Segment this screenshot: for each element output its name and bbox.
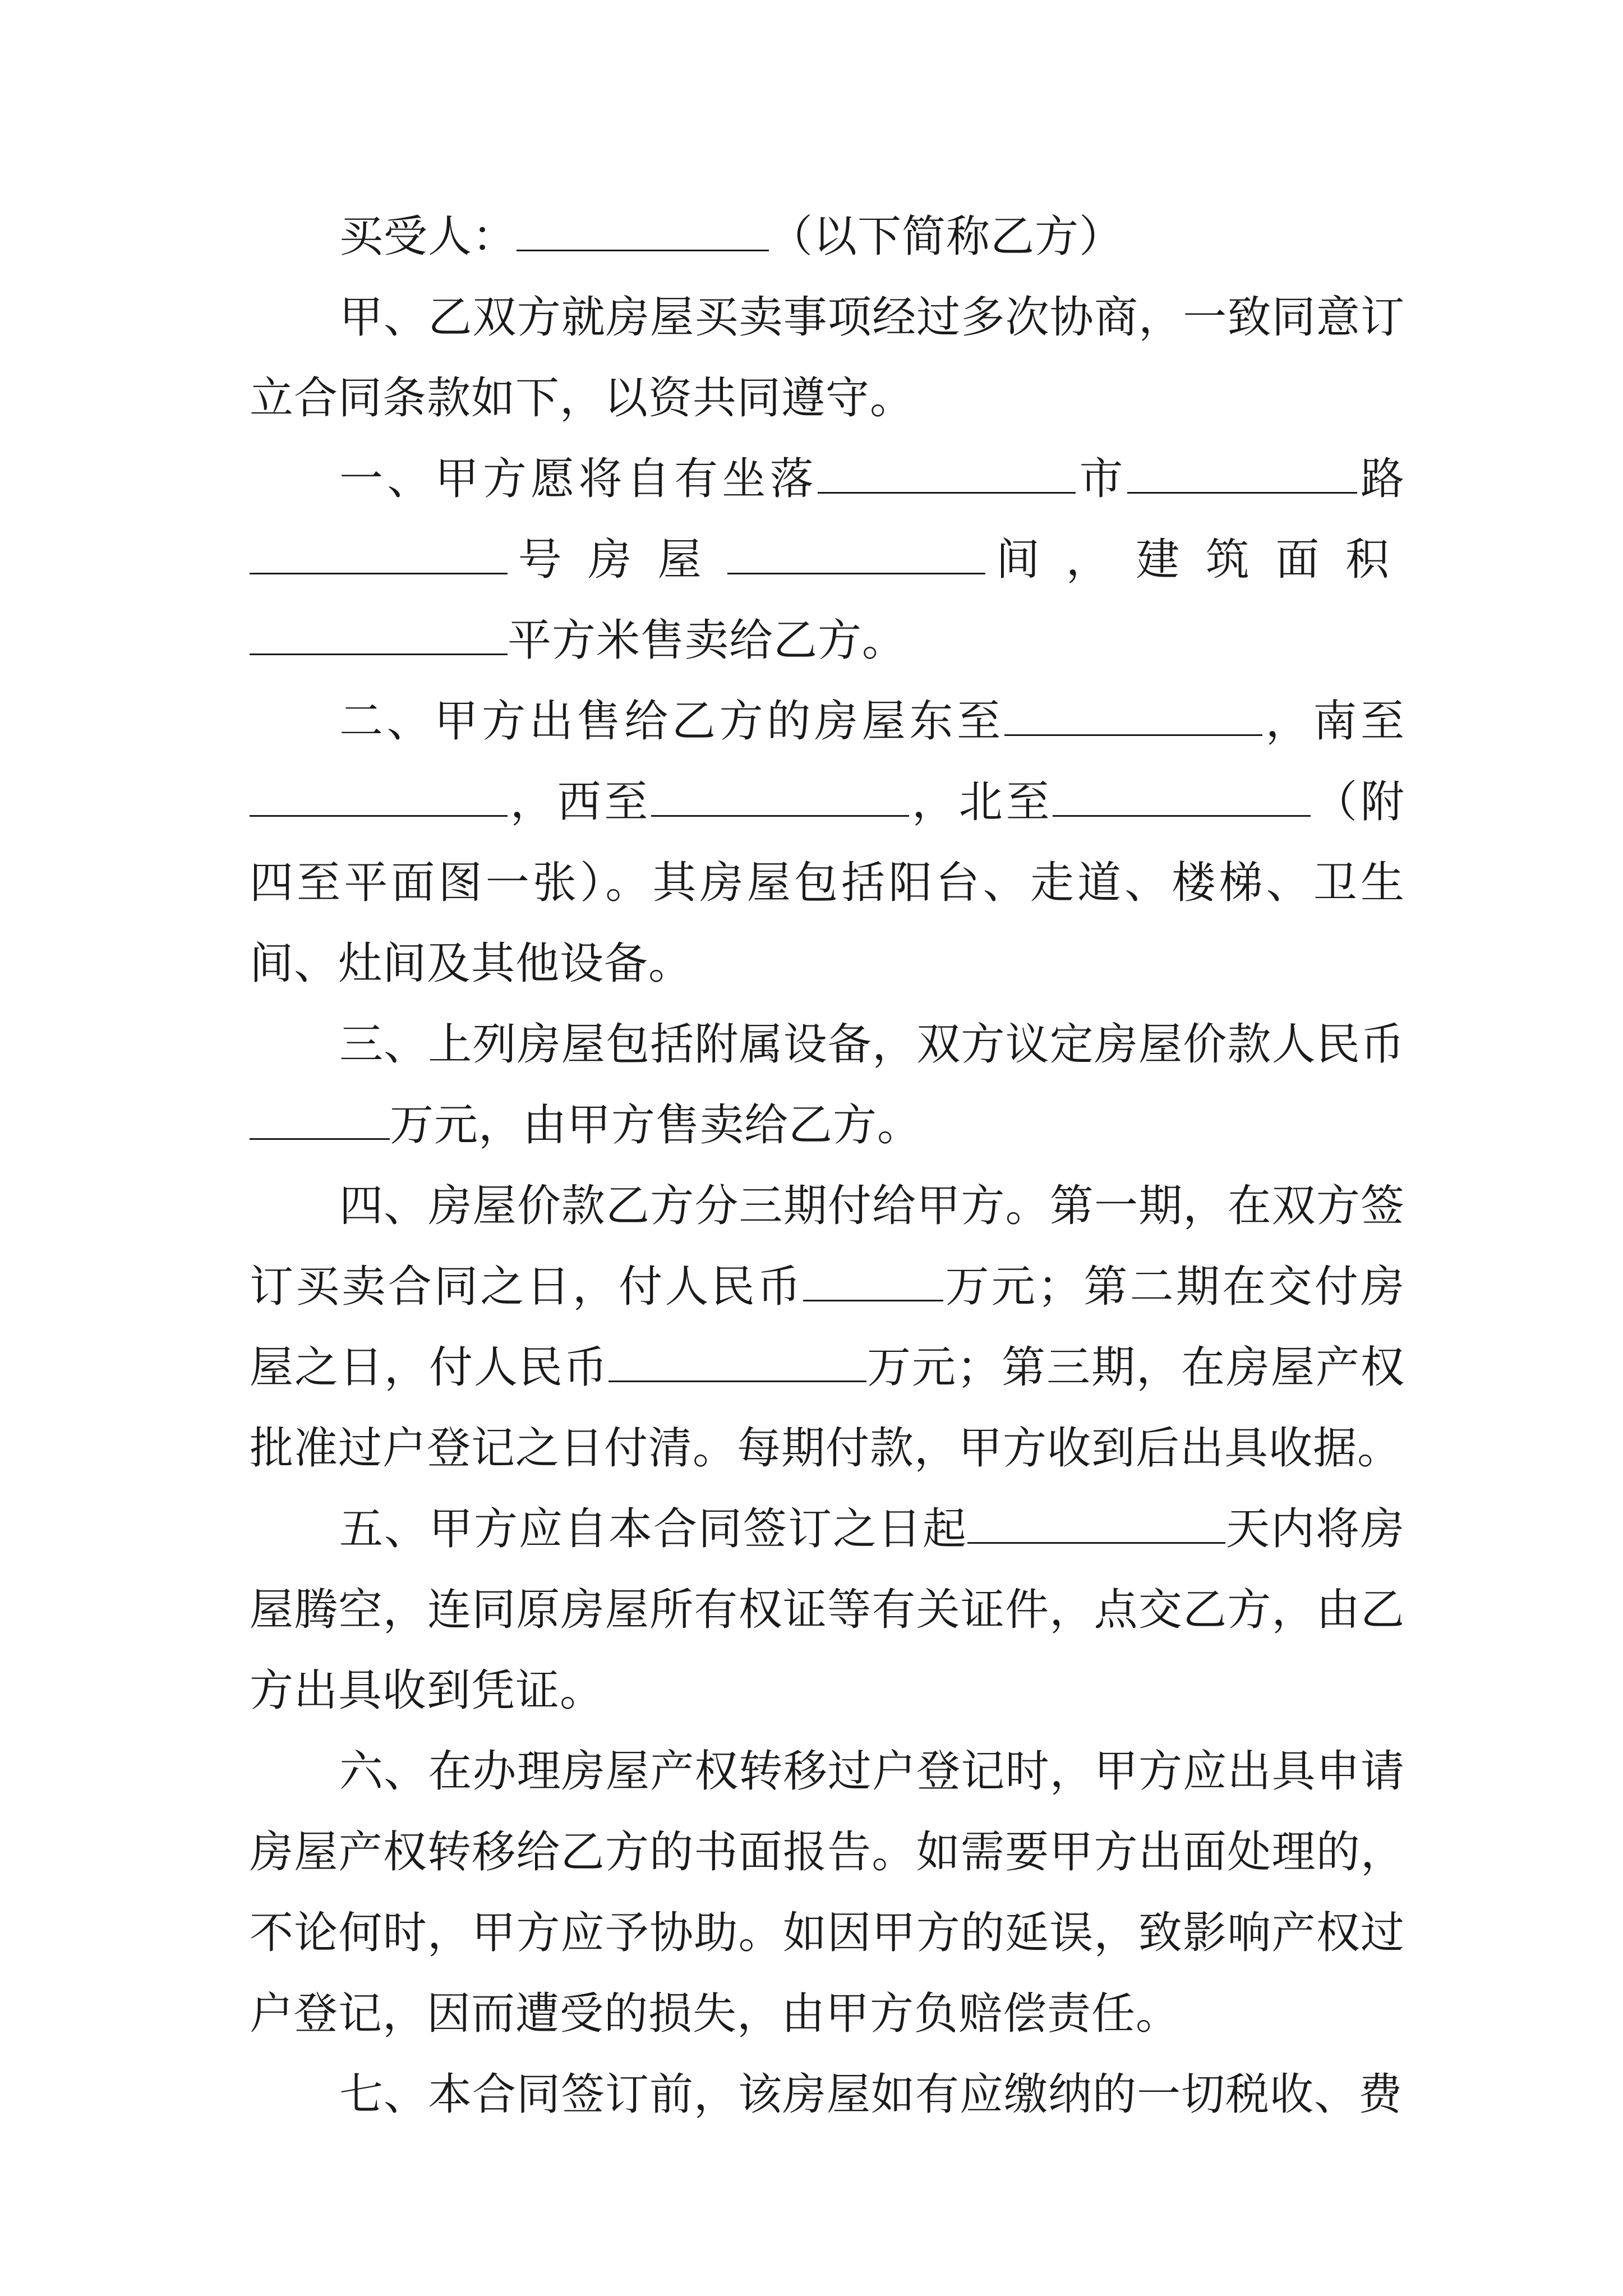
rooms-blank <box>727 531 985 574</box>
clause-3-text-b: 万元，由甲方售卖给乙方。 <box>390 1100 922 1151</box>
clause-5-text-a: 五、甲方应自本合同签订之日起 <box>339 1504 967 1554</box>
north-boundary-blank <box>1053 774 1311 817</box>
clause-3-text-a: 三、上列房屋包括附属设备，双方议定房屋价款人民币 <box>339 1019 1405 1070</box>
clause-5 <box>250 1489 1405 1731</box>
road-blank <box>1127 450 1357 494</box>
clause-4-text-c: 万元；第三期，在房屋产权批准过户登记之日付清。每期付款，甲方收到后出具收据。 <box>250 1342 1405 1474</box>
clause-1-text-d: 号房屋 <box>508 535 728 585</box>
clause-3 <box>250 1004 1405 1166</box>
clause-1 <box>250 439 1405 681</box>
house-number-blank <box>250 531 508 574</box>
clause-1-text-b: 市 <box>1076 454 1127 504</box>
buyer-suffix: （以下简称乙方） <box>769 211 1124 262</box>
clause-7: 七、本合同签订前，该房屋如有应缴纳的一切税收、费 <box>339 2069 1403 2120</box>
buyer-label: 买受人： <box>339 211 517 262</box>
first-payment-blank <box>803 1258 943 1301</box>
clause-6: 六、在办理房屋产权转移过户登记时，甲方应出具申请房屋产权转移给乙方的书面报告。如需要甲方出面处理的，不论何时，甲方应予协助。如因甲方的延误，致影响产权过户登记，因而遭受的损失，由甲方负赔偿责任。 <box>250 1746 1405 2039</box>
clause-5-text-b: 天内将房屋腾空，连同原房屋所有权证等有关证件，点交乙方，由乙方出具收到凭证。 <box>250 1504 1405 1716</box>
clause-4-text-b: 万元；第二期在交付房屋之日，付人民币 <box>250 1262 1405 1393</box>
clause-4 <box>250 1166 1405 1489</box>
second-payment-blank <box>608 1339 866 1382</box>
west-boundary-blank <box>651 774 909 817</box>
area-blank <box>250 612 508 655</box>
south-boundary-blank <box>250 774 508 817</box>
clause-2-text-b: ，南至 <box>1262 696 1405 747</box>
clause-2-text-d: ，北至 <box>909 777 1053 827</box>
clause-2-text-e: （附四至平面图一张）。其房屋包括阳台、走道、楼梯、卫生间、灶间及其他设备。 <box>250 777 1405 989</box>
clause-2 <box>250 681 1405 1004</box>
clause-2-text-c: ，西至 <box>508 777 652 827</box>
days-blank <box>967 1501 1225 1544</box>
clause-1-text-c: 路 <box>1357 454 1405 504</box>
clause-1-text-a: 一、甲方愿将自有坐落 <box>339 454 818 504</box>
buyer-line <box>250 196 1405 277</box>
price-blank <box>250 1097 390 1140</box>
intro-paragraph: 甲、乙双方就房屋买卖事项经过多次协商，一致同意订立合同条款如下，以资共同遵守。 <box>250 292 1405 424</box>
clause-2-text-a: 二、甲方出售给乙方的房屋东至 <box>339 696 1004 747</box>
buyer-name-blank <box>517 208 769 251</box>
city-blank <box>818 450 1076 494</box>
clause-1-text-e: 间，建筑面积 <box>985 535 1405 585</box>
east-boundary-blank <box>1004 693 1262 736</box>
clause-4-text-a: 四、房屋价款乙方分三期付给甲方。第一期，在双方签订买卖合同之日，付人民币 <box>250 1181 1405 1312</box>
contract-body <box>250 196 1405 2135</box>
clause-1-text-f: 平方米售卖给乙方。 <box>508 615 907 666</box>
